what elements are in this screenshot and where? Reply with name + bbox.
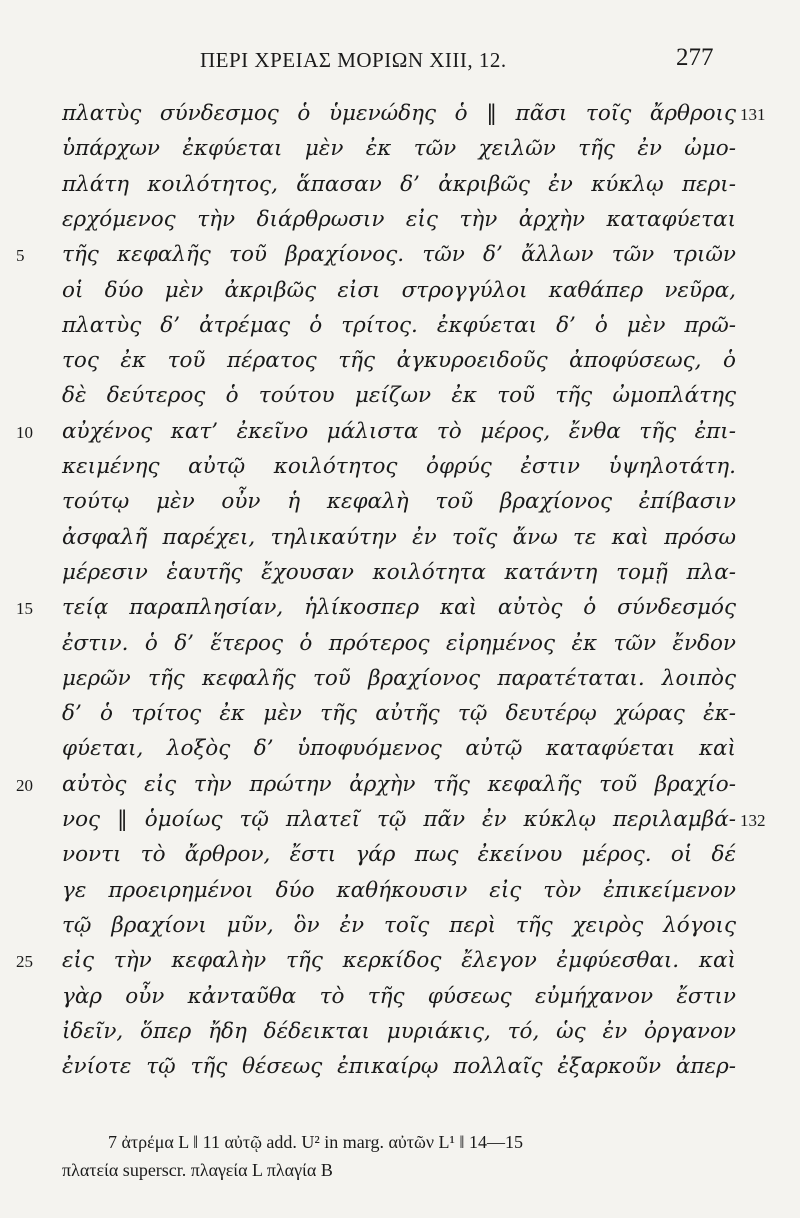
text-line: ὑπάρχων ἐκφύεται μὲν ἐκ τῶν χειλῶν τῆς ἐν ὠμο- (62, 136, 736, 162)
text-line: γὰρ οὖν κἀνταῦθα τὸ τῆς φύσεως εὐμήχανον ἔστιν (62, 983, 736, 1009)
footnote-line: 7 ἀτρέμα L ‖ 11 αὐτῷ add. U² in marg. αὐτῶν L¹ ‖ 14—15 (108, 1132, 523, 1152)
text-line: ερχόμενος τὴν διάρθρωσιν εἰς τὴν ἀρχὴν καταφύεται (62, 206, 736, 232)
text-line: αὐχένος κατ’ ἐκεῖνο μάλιστα τὸ μέρος, ἔνθα τῆς ἐπι- (62, 418, 736, 444)
text-line: νος ‖ ὁμοίως τῷ πλατεῖ τῷ πᾶν ἐν κύκλῳ περιλαμβά- (62, 807, 736, 832)
running-header: ΠΕΡΙ ΧΡΕΙΑΣ ΜΟΡΙΩΝ ΧΙΙΙ, 12. (200, 48, 507, 72)
text-line: νοντι τὸ ἄρθρον, ἔστι γάρ πως ἐκείνου μέρος. οἱ δέ (62, 842, 736, 868)
text-line: τῆς κεφαλῆς τοῦ βραχίονος. τῶν δ’ ἄλλων τῶν τριῶν (62, 242, 736, 268)
marginal-page-reference: 131 (740, 105, 766, 124)
line-number: 5 (16, 246, 25, 266)
text-line: γε προειρημένοι δύο καθήκουσιν εἰς τὸν ἐπικείμενον (62, 877, 736, 903)
text-line: δ’ ὁ τρίτος ἐκ μὲν τῆς αὐτῆς τῷ δευτέρῳ χώρας ἐκ- (62, 701, 736, 727)
text-line: τείᾳ παραπλησίαν, ἡλίκοσπερ καὶ αὐτὸς ὁ σύνδεσμός (62, 595, 736, 621)
text-line: ἐστιν. ὁ δ’ ἕτερος ὁ πρότερος εἰρημένος ἐκ τῶν ἔνδον (62, 630, 736, 656)
text-line: φύεται, λοξὸς δ’ ὑποφυόμενος αὐτῷ καταφύεται καὶ (62, 736, 736, 762)
line-number: 25 (16, 952, 33, 972)
text-line: αὐτὸς εἰς τὴν πρώτην ἀρχὴν τῆς κεφαλῆς τοῦ βραχίο- (62, 771, 736, 797)
line-number: 10 (16, 422, 33, 442)
footnote-line: πλατεία superscr. πλαγεία L πλαγία B (62, 1160, 333, 1180)
text-line: τῷ βραχίονι μῦν, ὃν ἐν τοῖς περὶ τῆς χειρὸς λόγοις (62, 912, 736, 938)
text-line: κειμένης αὐτῷ κοιλότητος ὀφρύς ἐστιν ὑψηλοτάτη. (62, 454, 736, 479)
text-line: μερῶν τῆς κεφαλῆς τοῦ βραχίονος παρατέταται. λοιπὸς (62, 665, 736, 691)
text-line: ἀσφαλῆ παρέχει, τηλικαύτην ἐν τοῖς ἄνω τε καὶ πρόσω (62, 524, 736, 550)
line-number: 20 (16, 775, 33, 795)
text-line: πλατὺς σύνδεσμος ὁ ὑμενώδης ὁ ‖ πᾶσι τοῖς ἄρθροις (62, 101, 736, 126)
text-line: πλάτη κοιλότητος, ἅπασαν δ’ ἀκριβῶς ἐν κύκλῳ περι- (62, 171, 736, 197)
text-line: ἰδεῖν, ὅπερ ἤδη δέδεικται μυριάκις, τό, ὡς ἐν ὀργανον (62, 1018, 736, 1044)
text-line: δὲ δεύτερος ὁ τούτου μείζων ἐκ τοῦ τῆς ὠμοπλάτης (62, 383, 736, 409)
line-number: 15 (16, 599, 33, 619)
text-line: πλατὺς δ’ ἀτρέμας ὁ τρίτος. ἐκφύεται δ’ ὁ μὲν πρῶ- (62, 312, 736, 338)
text-line: οἱ δύο μὲν ἀκριβῶς εἰσι στρογγύλοι καθάπερ νεῦρα, (62, 277, 736, 303)
text-line: τούτῳ μὲν οὖν ἡ κεφαλὴ τοῦ βραχίονος ἐπίβασιν (62, 489, 736, 515)
page-number: 277 (676, 44, 714, 71)
text-line: ἐνίοτε τῷ τῆς θέσεως ἐπικαίρῳ πολλαῖς ἐξαρκοῦν ἀπερ- (62, 1054, 736, 1080)
text-line: εἰς τὴν κεφαλὴν τῆς κερκίδος ἔλεγον ἐμφύεσθαι. καὶ (62, 948, 736, 974)
marginal-page-reference: 132 (740, 811, 766, 830)
text-line: τος ἐκ τοῦ πέρατος τῆς ἀγκυροειδοῦς ἀποφύσεως, ὁ (62, 348, 736, 374)
text-line: μέρεσιν ἑαυτῆς ἔχουσαν κοιλότητα κατάντη τομῇ πλα- (62, 559, 736, 585)
